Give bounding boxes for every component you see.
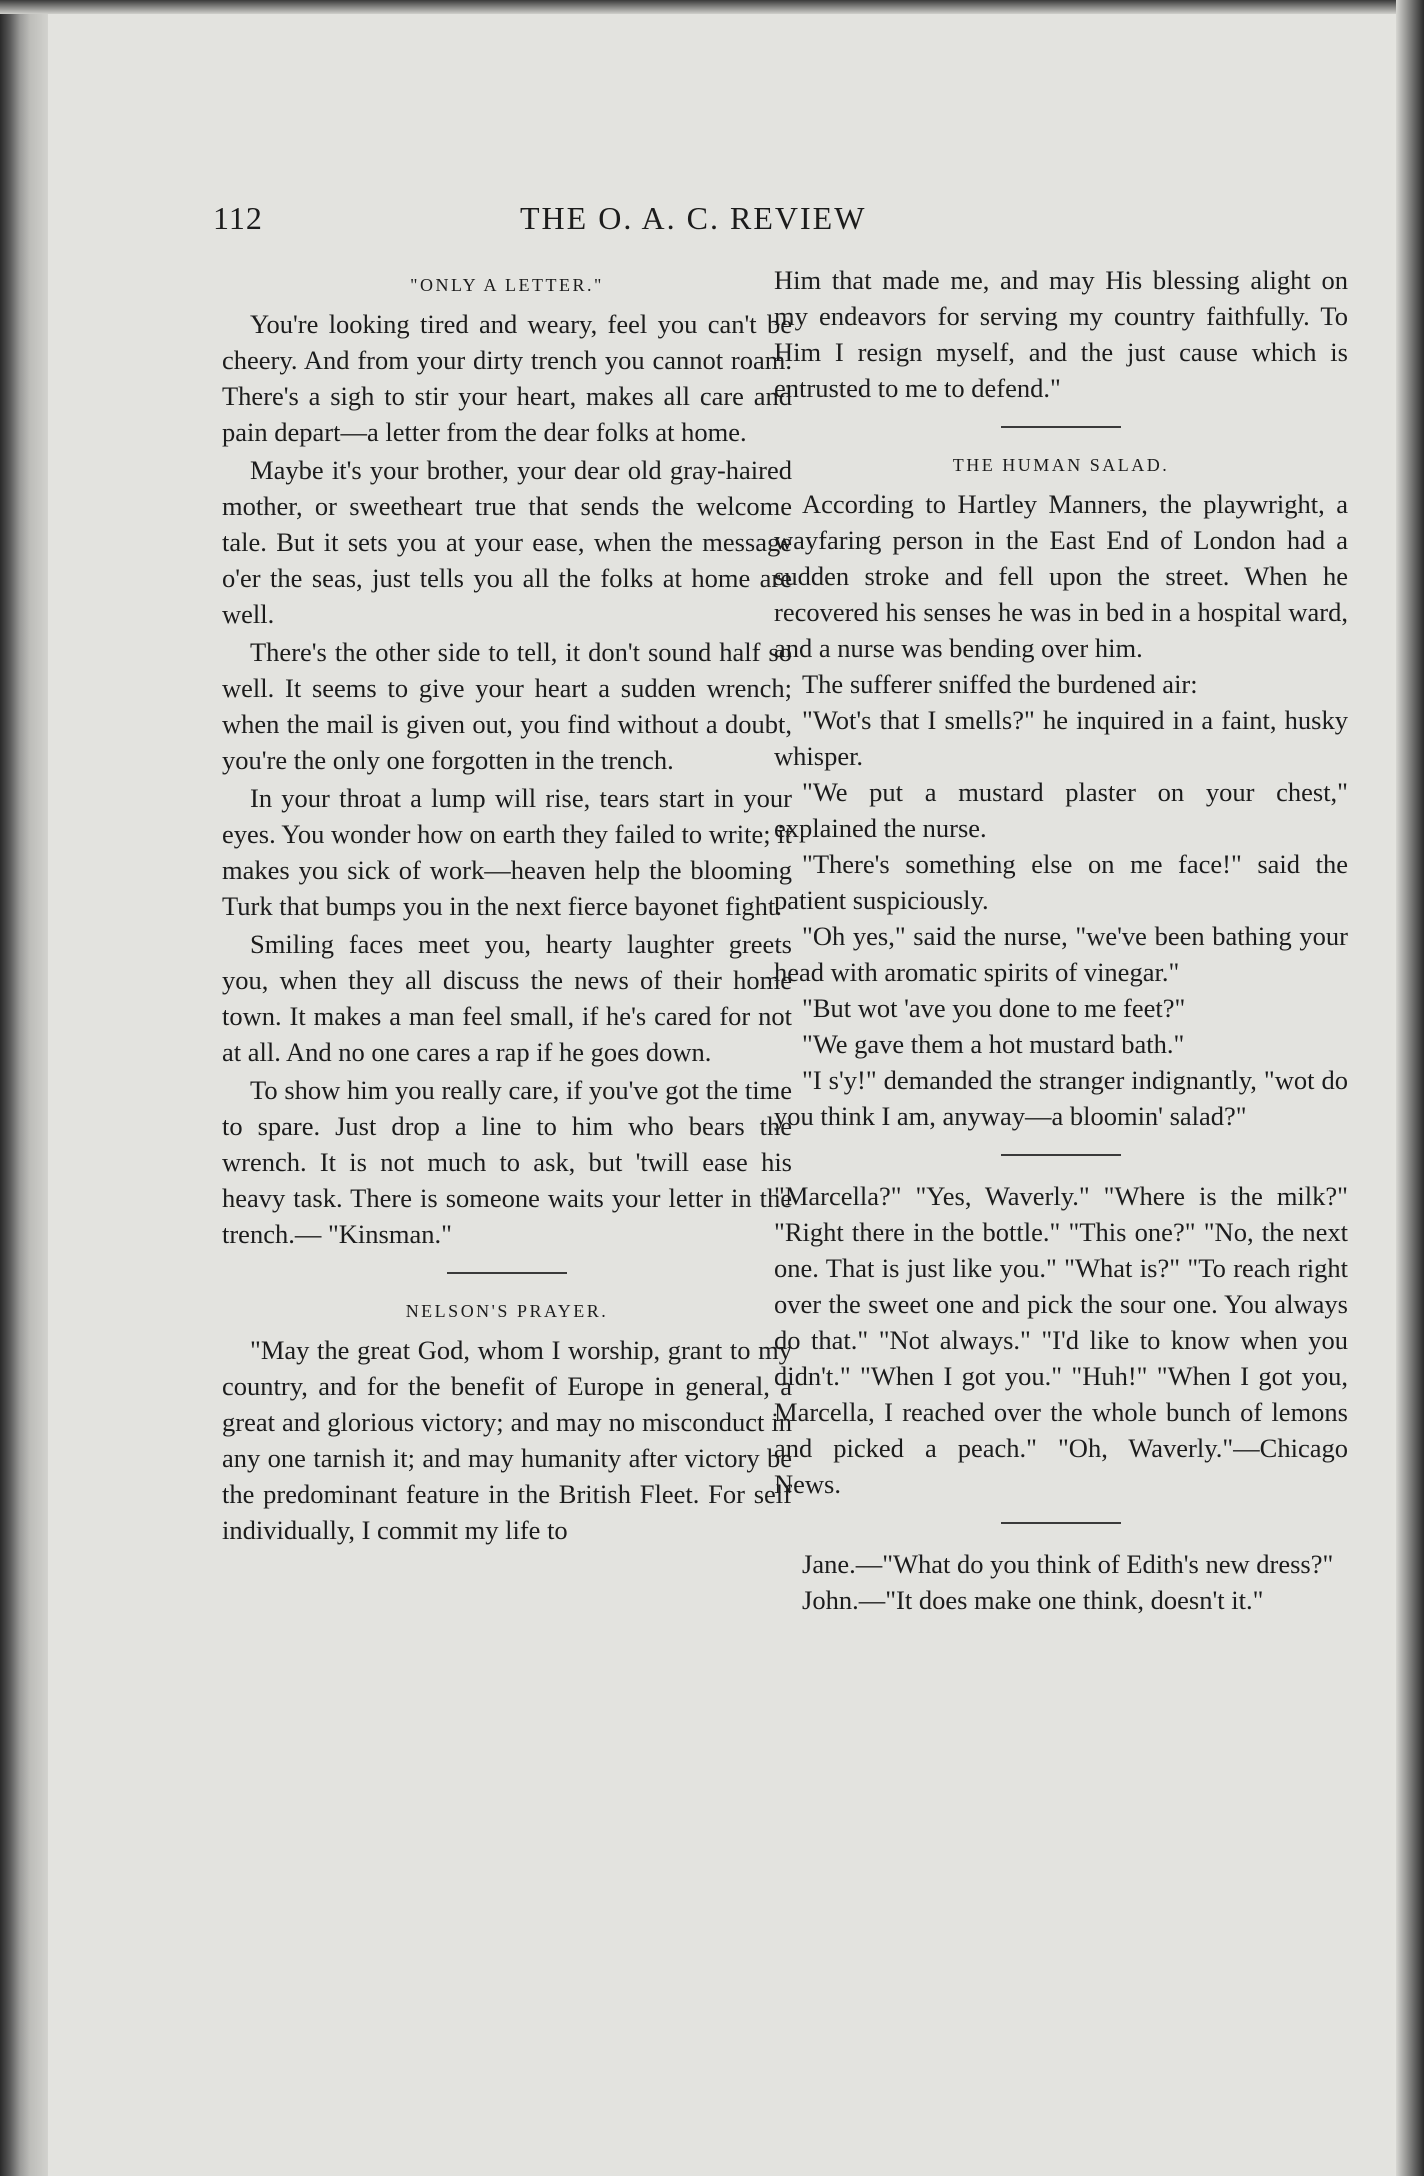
letter-paragraph: In your throat a lump will rise, tears start in your eyes. You wonder how on earth they failed to write; it makes you sick of work—heaven help the blooming Turk that bumps you in the next fierce bayonet fight. [222,783,792,921]
salad-paragraph: "Wot's that I smells?" he inquired in a faint, husky whisper. [774,705,1348,771]
salad-paragraph: "But wot 'ave you done to me feet?" [802,993,1186,1023]
section-divider [447,1272,567,1274]
only-a-letter-heading: "ONLY A LETTER." [410,275,604,295]
salad-paragraph: "Oh yes," said the nurse, "we've been bathing your head with aromatic spirits of vinegar." [774,921,1348,987]
right-edge-shadow [1396,0,1424,2176]
salad-paragraph: "There's something else on me face!" said the patient suspiciously. [774,849,1348,915]
letter-paragraph: You're looking tired and weary, feel you can't be cheery. And from your dirty trench you cannot roam. There's a sigh to stir your heart, makes all care and pain depart—a letter from the dear folks at home. [222,309,792,447]
marcella-paragraph: "Marcella?" "Yes, Waverly." "Where is the milk?" "Right there in the bottle." "This one?" "No, the next one. That is just like you." "What is?" "To reach right over the sweet one and pick the sour one. You always do that." "Not always." "I'd like to know when you didn't." "When I got you." "Huh!" "When I got you, Marcella, I reached over the whole bunch of lemons and picked a peach." "Oh, Waverly."—Chicago News. [774,1181,1348,1499]
jane-paragraph: Jane.—"What do you think of Edith's new dress?" [802,1549,1334,1579]
section-divider [1001,1154,1121,1156]
letter-paragraph: Smiling faces meet you, hearty laughter greets you, when they all discuss the news of their home town. It makes a man feel small, if he's cared for not at all. And no one cares a rap if he goes down. [222,929,792,1067]
human-salad-heading: THE HUMAN SALAD. [952,455,1170,475]
prayer-continued: Him that made me, and may His blessing alight on my endeavors for serving my country faithfully. To Him I resign myself, and the just cause which is entrusted to me to defend." [774,265,1348,403]
journal-title: THE O. A. C. REVIEW [520,200,867,236]
nelsons-prayer-heading: NELSON'S PRAYER. [405,1301,609,1321]
salad-paragraph: "We gave them a hot mustard bath." [802,1029,1185,1059]
page-number: 112 [213,200,263,236]
top-edge-shadow [0,0,1424,14]
left-column [222,262,792,1548]
salad-paragraph: The sufferer sniffed the burdened air: [802,669,1198,699]
letter-paragraph: There's the other side to tell, it don't sound half so well. It seems to give your heart a sudden wrench; when the mail is given out, you find without a doubt, you're the only one forgotten in the trench. [222,637,792,775]
salad-paragraph: According to Hartley Manners, the playwright, a wayfaring person in the East End of London had a sudden stroke and fell upon the street. When he recovered his senses he was in bed in a hospital ward, and a nurse was bending over him. [774,489,1348,663]
right-column [774,262,1348,1618]
salad-paragraph: "I s'y!" demanded the stranger indignantly, "wot do you think I am, anyway—a bloomin' salad?" [774,1065,1348,1131]
salad-paragraph: "We put a mustard plaster on your chest," explained the nurse. [774,777,1348,843]
page-header [48,194,1396,244]
page [48,14,1396,2176]
letter-paragraph: To show him you really care, if you've got the time to spare. Just drop a line to him who bears the wrench. It is not much to ask, but 'twill ease his heavy task. There is someone waits your letter in the trench.— "Kinsman." [222,1075,792,1249]
section-divider [1001,1522,1121,1524]
prayer-paragraph: "May the great God, whom I worship, grant to my country, and for the benefit of Europe in general, a great and glorious victory; and may no misconduct in any one tarnish it; and may humanity after victory be the predominant feature in the British Fleet. For self individually, I commit my life to [222,1335,792,1545]
section-divider [1001,426,1121,428]
book-binding-shadow [0,0,48,2176]
john-paragraph: John.—"It does make one think, doesn't it." [802,1585,1264,1615]
letter-paragraph: Maybe it's your brother, your dear old gray-haired mother, or sweetheart true that sends the welcome tale. But it sets you at your ease, when the message o'er the seas, just tells you all the folks at home are well. [222,455,792,629]
